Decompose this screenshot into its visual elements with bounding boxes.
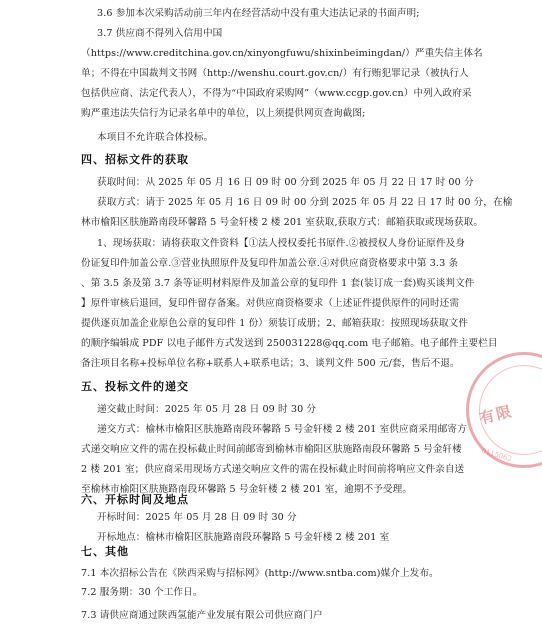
company-seal-stamp [454,340,542,481]
text-line: 开标时间：2025 年 05 月 28 日 09 时 30 分 [97,512,297,523]
text-line: 购严重违法失信行为记录名单中的单位，以上须提供网页查询截图; [81,108,366,119]
text-line: 单；不得在中国裁判文书网（http://wenshu.court.gov.cn/）有行贿犯罪记录（被执行人 [81,68,469,79]
text-line: 递交方式：榆林市榆阳区肤施路南段环馨路 5 号金轩楼 2 楼 201 室供应商采用邮寄方 [97,424,467,435]
text-line: 7.1 本次招标公告在《陕西采购与招标网》(http://www.sntba.com)媒介上发布。 [81,568,439,579]
seal-text: 有限 [477,401,516,428]
text-line: （https://www.creditchina.gov.cn/xinyongfuwu/shixinbeimingdan/）严重失信主体名 [81,48,483,59]
text-line: 1、现场获取：请将获取文件资料【①法人授权委托书原件.②被授权人身份证原件及身 [97,238,466,249]
text-line: 7.3 请供应商通过陕西氢能产业发展有限公司供应商门户 [81,610,323,621]
text-line: 式递交响应文件的需在投标截止时间前邮寄到榆林市榆阳区肤施路南段环馨路 5 号金轩楼 [81,444,462,455]
section-heading: 七、其他 [81,545,129,558]
text-line: 3.6 参加本次采购活动前三年内在经营活动中没有重大违法记录的书面声明; [97,8,420,19]
text-line: 2 楼 201 室；供应商采用现场方式递交响应文件的需在投标截止时间前将响应文件亲自送 [81,464,465,475]
text-line: 包括供应商、法定代表人），不得为“中国政府采购网”（www.ccgp.gov.cn）中列入政府采 [81,88,472,99]
text-line: 林市榆阳区肤施路南段环馨路 5 号金轩楼 2 楼 201 室获取,获取方式：邮箱获取或现场获取。 [81,217,484,228]
section-heading: 六、开标时间及地点 [81,493,189,506]
text-line: 备注项目名称+投标单位名称+联系人+联系电话；3、谈判文件 500 元/套，售后不退。 [81,358,460,369]
text-line: 3.7 供应商不得列入信用中国 [97,28,223,39]
text-line: 】原件审核后退回，复印件留存备案。对供应商资格要求（上述证件提供原件的同时还需 [81,298,460,309]
text-line: 获取方式：请于 2025 年 05 月 16 日 09 时 00 分到 2025 年 05 月 22 日 17 时 00 分，在榆 [97,197,513,208]
text-line: 的顺序编辑成 PDF 以电子邮件方式发送到 250031228@qq.com 电子邮箱。电子邮件主要栏目 [81,338,498,349]
text-line: 份证复印件加盖公章.③营业执照原件及复印件加盖公章.④对供应商资格要求中第 3.3 条 [81,258,459,269]
text-line: 提供逐页加盖企业原色公章的复印件 1 份）须装订成册；2、邮箱获取：按照现场获取文件 [81,318,469,329]
text-line: 、第 3.5 条及第 3.7 条等证明材料原件及加盖公章的复印件 1 套(装订成一套)购买谈判文件 [81,278,475,289]
seal-number: 0115062 [480,446,513,464]
text-line: 开标地点：榆林市榆阳区肤施路南段环馨路 5 号金轩楼 2 楼 201 室 [97,532,390,543]
section-heading: 四、招标文件的获取 [81,153,189,166]
text-line: 递交截止时间：2025 年 05 月 28 日 09 时 30 分 [97,404,317,415]
text-line: 7.2 服务期：30 个工作日。 [81,587,203,598]
text-line: 本项目不允许联合体投标。 [97,132,214,143]
text-line: 至榆林市榆阳区肤施路南段环馨路 5 号金轩楼 2 楼 201 室，逾期不予受理。 [81,484,413,495]
section-heading: 五、投标文件的递交 [81,380,189,393]
text-line: 获取时间：从 2025 年 05 月 16 日 09 时 00 分到 2025 年 05 月 22 日 17 时 00 分 [97,177,474,188]
